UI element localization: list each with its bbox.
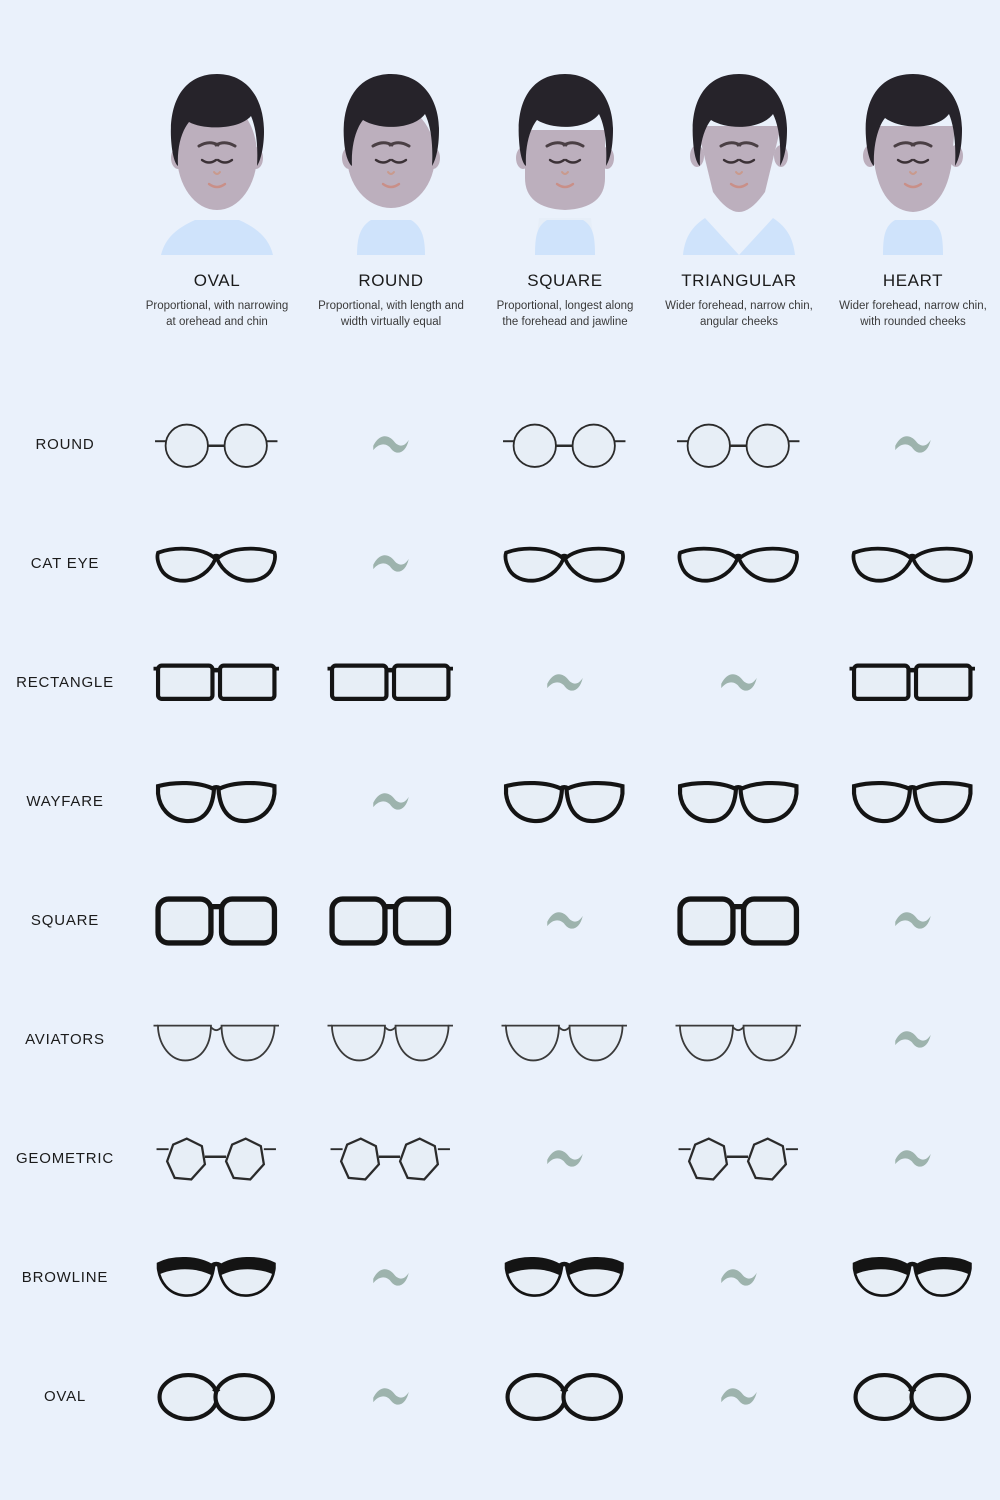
- round-glasses-icon: [500, 417, 630, 473]
- no-match-icon: [716, 1261, 762, 1295]
- face-illustration-heart: [843, 60, 983, 255]
- face-column-round: [304, 60, 478, 330]
- oval-glasses-icon: [152, 1369, 282, 1425]
- matrix-cell: [304, 1337, 478, 1456]
- oval-glasses-icon: [848, 1369, 978, 1425]
- matrix-cell: [304, 504, 478, 623]
- matrix-cell: [304, 861, 478, 980]
- matrix-cell: [652, 861, 826, 980]
- geometric-glasses-icon: [326, 1131, 456, 1187]
- matrix-row: [0, 742, 1000, 861]
- aviator-glasses-icon: [500, 1012, 630, 1068]
- face-title-oval: OVAL: [193, 271, 241, 290]
- matrix-cell: [304, 385, 478, 504]
- matrix-row: [0, 1337, 1000, 1456]
- matrix-cell: [826, 1218, 1000, 1337]
- face-illustration-square: [495, 60, 635, 255]
- row-label-square: SQUARE: [30, 912, 100, 929]
- row-label-wayfare: WAYFARE: [26, 793, 104, 810]
- face-desc-square: Proportional, longest along the forehead and jawline: [496, 300, 634, 328]
- matrix-cell: [652, 1099, 826, 1218]
- matrix-cell: [130, 504, 304, 623]
- no-match-icon: [890, 428, 936, 462]
- round-glasses-icon: [674, 417, 804, 473]
- square-glasses-icon: [326, 893, 456, 949]
- matrix-cell: [478, 980, 652, 1099]
- browline-glasses-icon: [152, 1250, 282, 1306]
- matrix-row: [0, 504, 1000, 623]
- matrix-cell: [130, 623, 304, 742]
- aviator-glasses-icon: [674, 1012, 804, 1068]
- face-header-row: [130, 60, 1000, 330]
- matrix-cell: [478, 742, 652, 861]
- matrix-row: [0, 623, 1000, 742]
- matrix-cell: [304, 1099, 478, 1218]
- matrix-cell: [826, 742, 1000, 861]
- matrix-cell: [130, 980, 304, 1099]
- matrix-cell: [652, 504, 826, 623]
- cateye-glasses-icon: [674, 536, 804, 592]
- face-illustration-oval: [147, 60, 287, 255]
- row-label-rectangle: RECTANGLE: [16, 674, 114, 691]
- matrix-cell: [130, 1337, 304, 1456]
- face-square-icon: [495, 60, 635, 255]
- matrix-cell: [478, 861, 652, 980]
- matrix-cell: [826, 623, 1000, 742]
- matrix-cell: [826, 980, 1000, 1099]
- face-title-triangular: TRIANGULAR: [681, 271, 797, 290]
- compatibility-matrix: [0, 385, 1000, 1456]
- no-match-icon: [542, 1142, 588, 1176]
- rectangle-glasses-icon: [326, 655, 456, 711]
- matrix-cell: [652, 385, 826, 504]
- round-glasses-icon: [152, 417, 282, 473]
- matrix-cell: [826, 504, 1000, 623]
- matrix-cell: [826, 385, 1000, 504]
- matrix-cell: [304, 1218, 478, 1337]
- matrix-cell: [478, 623, 652, 742]
- matrix-row: [0, 1218, 1000, 1337]
- matrix-cell: [652, 742, 826, 861]
- matrix-cell: [304, 623, 478, 742]
- matrix-row: [0, 1099, 1000, 1218]
- wayfare-glasses-icon: [848, 774, 978, 830]
- face-column-oval: [130, 60, 304, 330]
- matrix-cell: [130, 742, 304, 861]
- no-match-icon: [716, 666, 762, 700]
- matrix-cell: [652, 623, 826, 742]
- face-column-square: [478, 60, 652, 330]
- matrix-row: [0, 385, 1000, 504]
- cateye-glasses-icon: [152, 536, 282, 592]
- matrix-row: [0, 980, 1000, 1099]
- row-label-round: ROUND: [35, 436, 95, 453]
- matrix-cell: [478, 385, 652, 504]
- aviator-glasses-icon: [326, 1012, 456, 1068]
- geometric-glasses-icon: [674, 1131, 804, 1187]
- no-match-icon: [890, 1142, 936, 1176]
- no-match-icon: [368, 785, 414, 819]
- face-desc-oval: Proportional, with narrowing at orehead and chin: [145, 300, 289, 328]
- matrix-cell: [478, 1337, 652, 1456]
- matrix-cell: [826, 861, 1000, 980]
- cateye-glasses-icon: [848, 536, 978, 592]
- matrix-cell: [130, 1099, 304, 1218]
- row-label-geometric: GEOMETRIC: [15, 1150, 115, 1167]
- matrix-cell: [304, 742, 478, 861]
- browline-glasses-icon: [848, 1250, 978, 1306]
- no-match-icon: [716, 1380, 762, 1414]
- rectangle-glasses-icon: [152, 655, 282, 711]
- browline-glasses-icon: [500, 1250, 630, 1306]
- aviator-glasses-icon: [152, 1012, 282, 1068]
- matrix-row: [0, 861, 1000, 980]
- no-match-icon: [890, 1023, 936, 1057]
- matrix-cell: [652, 1337, 826, 1456]
- face-title-square: SQUARE: [527, 271, 603, 290]
- cateye-glasses-icon: [500, 536, 630, 592]
- matrix-cell: [826, 1337, 1000, 1456]
- no-match-icon: [890, 904, 936, 938]
- square-glasses-icon: [152, 893, 282, 949]
- face-oval-icon: [147, 60, 287, 255]
- no-match-icon: [368, 547, 414, 581]
- row-label-oval: OVAL: [43, 1388, 87, 1405]
- matrix-cell: [826, 1099, 1000, 1218]
- row-label-aviators: AVIATORS: [25, 1031, 105, 1048]
- rectangle-glasses-icon: [848, 655, 978, 711]
- face-triangular-icon: [669, 60, 809, 255]
- face-heart-icon: [843, 60, 983, 255]
- wayfare-glasses-icon: [674, 774, 804, 830]
- wayfare-glasses-icon: [152, 774, 282, 830]
- face-illustration-triangular: [669, 60, 809, 255]
- no-match-icon: [542, 666, 588, 700]
- row-label-cat-eye: CAT EYE: [30, 555, 100, 572]
- no-match-icon: [368, 428, 414, 462]
- matrix-cell: [652, 980, 826, 1099]
- face-desc-triangular: Wider forehead, narrow chin, angular cheeks: [665, 300, 813, 328]
- no-match-icon: [542, 904, 588, 938]
- matrix-cell: [304, 980, 478, 1099]
- face-title-round: ROUND: [358, 271, 424, 290]
- face-column-triangular: [652, 60, 826, 330]
- matrix-cell: [130, 1218, 304, 1337]
- no-match-icon: [368, 1380, 414, 1414]
- matrix-cell: [652, 1218, 826, 1337]
- face-title-heart: HEART: [882, 271, 944, 290]
- square-glasses-icon: [674, 893, 804, 949]
- matrix-cell: [130, 861, 304, 980]
- row-label-browline: BROWLINE: [21, 1269, 109, 1286]
- face-column-heart: [826, 60, 1000, 330]
- face-desc-heart: Wider forehead, narrow chin, with rounded cheeks: [839, 300, 987, 328]
- matrix-cell: [130, 385, 304, 504]
- face-illustration-round: [321, 60, 461, 255]
- geometric-glasses-icon: [152, 1131, 282, 1187]
- face-desc-round: Proportional, with length and width virtually equal: [318, 300, 464, 328]
- matrix-cell: [478, 1218, 652, 1337]
- oval-glasses-icon: [500, 1369, 630, 1425]
- matrix-cell: [478, 504, 652, 623]
- wayfare-glasses-icon: [500, 774, 630, 830]
- no-match-icon: [368, 1261, 414, 1295]
- face-round-icon: [321, 60, 461, 255]
- matrix-cell: [478, 1099, 652, 1218]
